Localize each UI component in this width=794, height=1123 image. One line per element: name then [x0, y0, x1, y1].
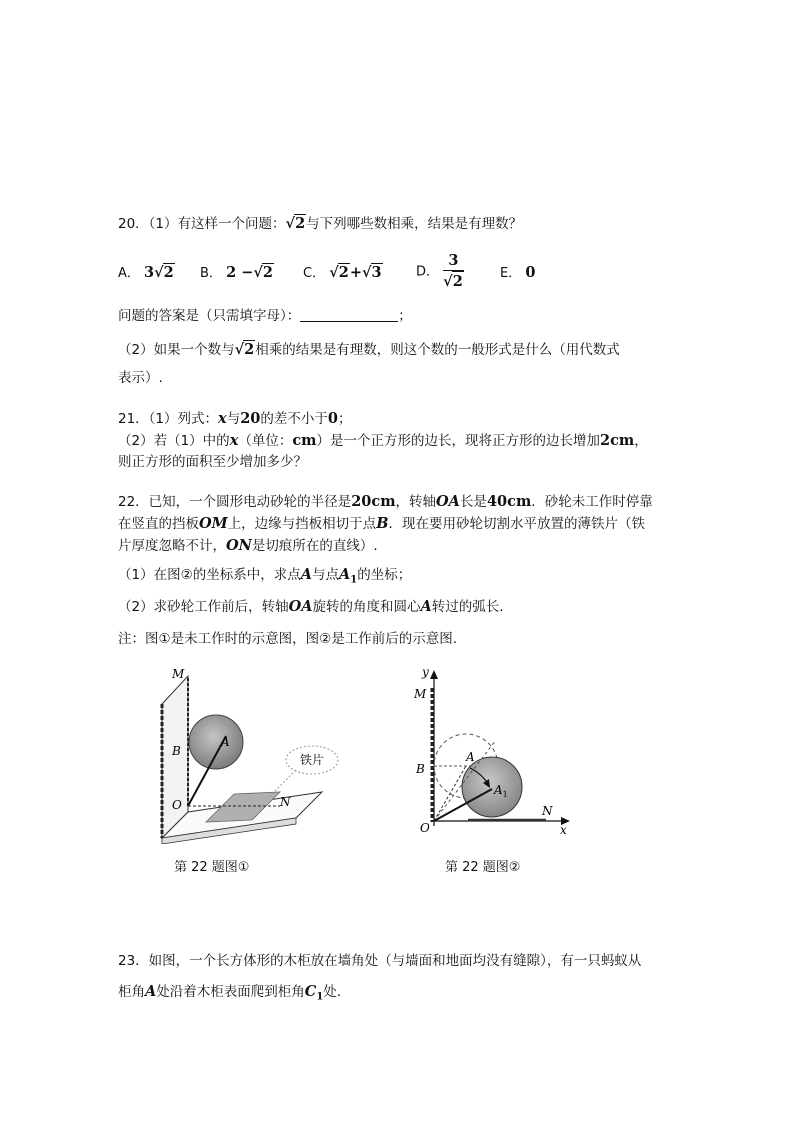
label-m: M: [172, 667, 185, 681]
caption-fig2: 第 22 题图②: [445, 860, 521, 875]
label-o: O: [420, 821, 430, 835]
q20-line1: 20．（1）有这样一个问题：√2与下列哪些数相乘，结果是有理数？: [118, 215, 523, 232]
label-o: O: [172, 798, 182, 812]
q21-line1: 21．（1）列式：x与20的差不小于0；: [118, 410, 352, 427]
q20-part2-line2: 表示）.: [118, 370, 163, 386]
y-arrow: [430, 670, 438, 679]
label-n: N: [280, 795, 291, 809]
q20-answer-line: 问题的答案是（只需填字母）： ；: [118, 308, 412, 324]
label-a: A: [466, 750, 475, 764]
q22-line3: 片厚度忽略不计，ON是切痕所在的直线）.: [118, 537, 378, 554]
q20-part2: （2）如果一个数与√2相乘的结果是有理数，则这个数的一般形式是什么（用代数式: [118, 341, 620, 358]
new-circle: [462, 757, 522, 817]
wheel-circle: [189, 715, 243, 769]
q22-part1: （1）在图②的坐标系中，求点A与点$A_1$的坐标；: [118, 566, 412, 586]
label-x: x: [560, 823, 567, 837]
option-c: C． √2+√3: [303, 264, 382, 281]
label-y: y: [422, 665, 429, 679]
figure-2: [408, 662, 580, 840]
q23-line1: 23．如图，一个长方体形的木柜放在墙角处（与墙面和地面均没有缝隙），有一只蚂蚁从: [118, 953, 642, 969]
option-e: E． 0: [500, 264, 536, 281]
sqrt2-expr: √2: [285, 215, 306, 232]
q22-line1: 22．已知，一个圆形电动砂轮的半径是20cm，转轴OA长是40cm．砂轮未工作时停靠: [118, 493, 653, 510]
label-b: B: [416, 762, 425, 776]
q22-note: 注：图①是未工作时的示意图，图②是工作前后的示意图.: [118, 631, 457, 647]
q22-line2: 在竖直的挡板OM上，边缘与挡板相切于点B．现在要用砂轮切割水平放置的薄铁片（铁: [118, 515, 645, 532]
label-tiepian: 铁片: [300, 753, 325, 767]
label-a1: $A_1$: [494, 783, 508, 799]
option-b: B． 2 −√2: [200, 264, 273, 281]
figure-1: [150, 662, 350, 844]
label-m: M: [414, 687, 427, 701]
q22-part2: （2）求砂轮工作前后，转轴OA旋转的角度和圆心A转过的弧长.: [118, 598, 504, 615]
label-a: A: [221, 735, 230, 749]
caption-fig1: 第 22 题图①: [174, 860, 250, 875]
option-d: D． $\frac{3}{√2}$: [416, 252, 463, 290]
q21-line3: 则正方形的面积至少增加多少？: [118, 454, 307, 470]
option-a: A． 3√2: [118, 264, 174, 281]
callout-pointer: [268, 770, 296, 798]
answer-blank[interactable]: [300, 307, 398, 322]
q21-line2: （2）若（1）中的x（单位：cm）是一个正方形的边长，现将正方形的边长增加2cm，: [118, 432, 648, 449]
q23-line2: 柜角A处沿着木柜表面爬到柜角$C_1$处.: [118, 983, 342, 1003]
label-b: B: [172, 744, 181, 758]
label-n: N: [542, 804, 553, 818]
